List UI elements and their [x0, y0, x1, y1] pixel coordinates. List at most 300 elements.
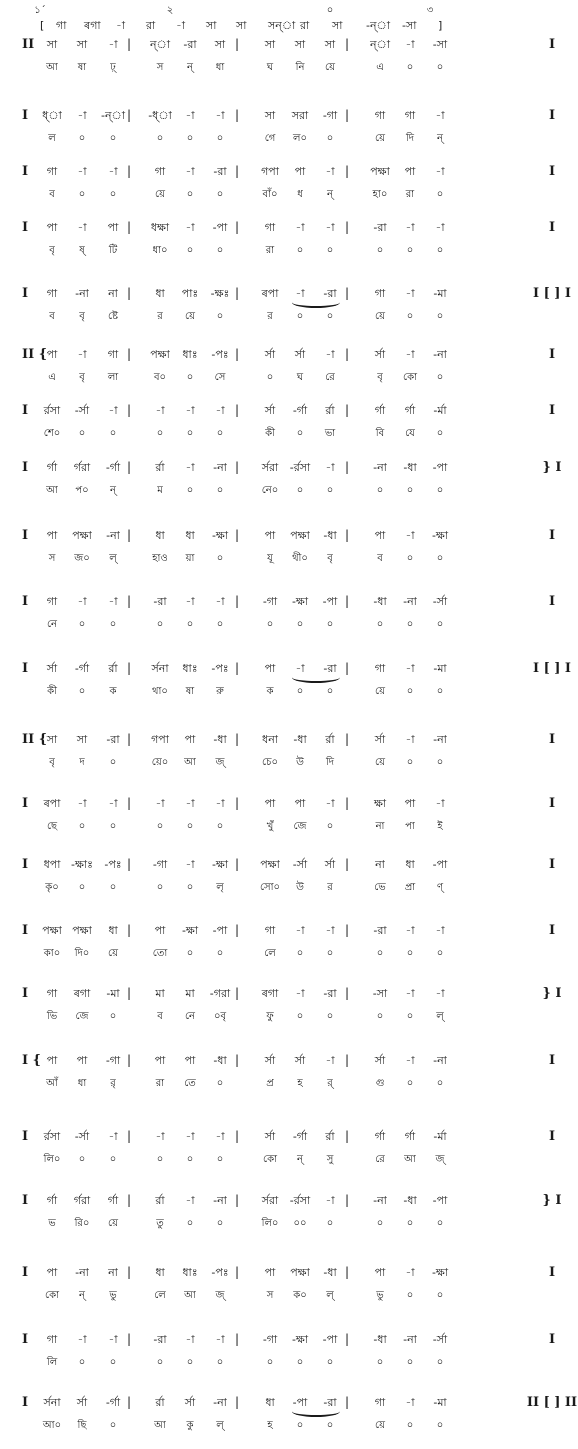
swara-note: পা — [404, 165, 416, 178]
lyric-syllable: ০ — [296, 1011, 304, 1022]
swara-note: -া — [185, 1130, 195, 1143]
lyric-syllable: ষা — [77, 62, 87, 73]
bar-line: | — [234, 37, 240, 51]
lyric-syllable: ০ — [186, 485, 194, 496]
lyric-syllable: য়ে — [325, 62, 335, 73]
lyric-syllable: ক — [266, 686, 274, 697]
swara-note: র্গরা — [73, 1194, 91, 1207]
swara-note: -ক্ষাঃ — [71, 858, 93, 871]
bar-line: | — [126, 528, 132, 542]
swara-note: -না — [433, 348, 447, 361]
swara-note: -র্সা — [74, 404, 90, 417]
lyric-syllable: প০ — [75, 485, 89, 496]
bar-line: | — [234, 108, 240, 122]
swara-note: -া — [108, 1333, 118, 1346]
swara-note: র্সরা — [261, 1194, 279, 1207]
bar-line: | — [234, 986, 240, 1000]
intro-note: গা — [56, 19, 67, 32]
lyric-syllable: ০ — [296, 948, 304, 959]
lyric-syllable: ০ — [216, 1218, 224, 1229]
lyric-syllable: ধা — [77, 1078, 87, 1089]
bar-line: | — [344, 460, 350, 474]
bar-line: | — [344, 1265, 350, 1279]
section-mark-right: I — [548, 1053, 556, 1068]
lyric-syllable: বৃ — [377, 372, 383, 383]
lyric-syllable: ০ — [78, 1154, 86, 1165]
lyric-syllable: ০ — [436, 189, 444, 200]
section-mark-left: I — [22, 1395, 29, 1410]
section-mark-left: I — [22, 164, 29, 179]
bar-line: | — [234, 1265, 240, 1279]
swara-note: -া — [405, 1396, 415, 1409]
bar-line: | — [126, 1265, 132, 1279]
lyric-syllable: ০ — [109, 757, 117, 768]
swara-note: র্রা — [108, 662, 118, 675]
bar-line: | — [234, 1193, 240, 1207]
lyric-syllable: বাঁ০ — [262, 189, 278, 200]
lyric-syllable: এ — [376, 62, 384, 73]
bar-line: | — [126, 986, 132, 1000]
lyric-syllable: ০বৃ — [213, 1011, 227, 1022]
lyric-syllable: বৃ — [49, 245, 55, 256]
lyric-syllable: গে — [264, 133, 276, 144]
lyric-syllable: টি — [108, 245, 118, 256]
bar-line: | — [344, 528, 350, 542]
swara-note: -া — [405, 1266, 415, 1279]
lyric-syllable: নে — [184, 1011, 196, 1022]
lyric-syllable: রে — [375, 1154, 385, 1165]
swara-note: পা — [107, 221, 119, 234]
swara-note: গা — [46, 165, 58, 178]
swara-note: ধপা — [43, 858, 61, 871]
swara-note: সা — [76, 38, 88, 51]
swara-note: পক্ষা — [260, 858, 280, 871]
section-mark-right: I — [548, 164, 556, 179]
lyric-syllable: আ — [46, 485, 58, 496]
lyric-syllable: ভু — [376, 1290, 384, 1301]
swara-note: -া — [325, 1054, 335, 1067]
swara-note: গা — [374, 287, 386, 300]
swara-note: পা — [154, 1054, 166, 1067]
lyric-syllable: ০ — [296, 428, 304, 439]
swara-note: র্গা — [404, 404, 416, 417]
swara-note: সা — [76, 733, 88, 746]
lyric-syllable: ০ — [216, 245, 224, 256]
swara-note: -ধা — [323, 529, 337, 542]
swara-note: -া — [435, 165, 445, 178]
swara-note: র্গা — [374, 1130, 386, 1143]
lyric-syllable: ল০ — [293, 133, 307, 144]
bar-line: | — [344, 347, 350, 361]
lyric-syllable: হাও — [152, 553, 168, 564]
bar-line: | — [126, 594, 132, 608]
lyric-syllable: গু — [375, 1078, 385, 1089]
swara-note: গা — [374, 662, 386, 675]
bar-line: | — [344, 37, 350, 51]
intro-note: রা — [146, 19, 156, 32]
swara-note: ৰপা — [43, 797, 61, 810]
lyric-syllable: ০ — [326, 619, 334, 630]
swara-note: -া — [185, 1194, 195, 1207]
bar-line: | — [344, 1193, 350, 1207]
lyric-syllable: ০ — [406, 62, 414, 73]
lyric-syllable: ০ — [296, 485, 304, 496]
section-mark-left: I — [22, 594, 29, 609]
swara-note: -রা — [323, 287, 337, 300]
bar-line: | — [126, 220, 132, 234]
swara-note: -া — [325, 348, 335, 361]
lyric-syllable: ০ — [436, 428, 444, 439]
swara-note: -ক্ষা — [291, 595, 309, 608]
lyric-syllable: ০ — [436, 1290, 444, 1301]
lyric-syllable: ০ — [186, 245, 194, 256]
intro-note: -সা — [402, 19, 417, 32]
lyric-syllable: কো — [403, 372, 417, 383]
section-mark-right: I — [548, 1265, 556, 1280]
swara-note: -র্মা — [433, 404, 447, 417]
bar-line: | — [234, 1395, 240, 1409]
swara-note: -া — [215, 797, 225, 810]
swara-note: -গা — [105, 1054, 121, 1067]
lyric-syllable: ঘ — [296, 372, 304, 383]
lyric-syllable: ০ — [376, 1357, 384, 1368]
swara-note: -পঃ — [211, 348, 229, 361]
swara-note: -না — [403, 1333, 417, 1346]
swara-note: -মা — [433, 1396, 447, 1409]
lyric-syllable: ০ — [296, 1357, 304, 1368]
swara-note: ধা — [155, 529, 165, 542]
lyric-syllable: ০ — [186, 189, 194, 200]
lyric-syllable: বৃ — [49, 757, 55, 768]
lyric-syllable: ০ — [326, 245, 334, 256]
swara-note: -র্গা — [74, 662, 90, 675]
swara-note: পা — [46, 1054, 58, 1067]
swara-note: -না — [213, 1396, 227, 1409]
swara-note: -ধা — [213, 1054, 227, 1067]
section-mark-right: I — [548, 403, 556, 418]
section-mark-left: I — [22, 1193, 29, 1208]
lyric-syllable: ০ — [78, 428, 86, 439]
lyric-syllable: ০ — [78, 619, 86, 630]
section-mark-right: I [ ] I — [532, 661, 572, 676]
lyric-syllable: য়ে — [185, 311, 195, 322]
swara-note: গা — [46, 987, 58, 1000]
lyric-syllable: য়ে — [375, 133, 385, 144]
swara-note: -ক্ষঃ — [210, 287, 230, 300]
swara-note: -ধা — [373, 595, 387, 608]
swara-note: -া — [215, 404, 225, 417]
bar-line: | — [234, 347, 240, 361]
swara-note: র্সনা — [43, 1396, 61, 1409]
section-mark-right: II [ ] II — [526, 1395, 578, 1410]
swara-note: র্গা — [46, 461, 58, 474]
swara-note: -পঃ — [104, 858, 122, 871]
swara-note: -া — [77, 348, 87, 361]
lyric-syllable: ০ — [109, 189, 117, 200]
swara-note: -ক্ষা — [181, 924, 199, 937]
lyric-syllable: উ — [296, 757, 304, 768]
lyric-syllable: তু — [156, 1218, 164, 1229]
swara-note: র্রা — [325, 1130, 335, 1143]
bar-line: | — [126, 164, 132, 178]
lyric-syllable: রি০ — [74, 1218, 90, 1229]
swara-note: -া — [77, 797, 87, 810]
lyric-syllable: ০ — [156, 1357, 164, 1368]
lyric-syllable: ০ — [216, 189, 224, 200]
lyric-syllable: সে — [214, 372, 226, 383]
swara-note: গা — [46, 1333, 58, 1346]
swara-note: -া — [108, 404, 118, 417]
swara-note: ৰগা — [261, 987, 279, 1000]
lyric-syllable: ০ — [296, 245, 304, 256]
swara-note: পা — [264, 1266, 276, 1279]
swara-note: মা — [185, 987, 195, 1000]
lyric-syllable: আ০ — [42, 1420, 62, 1431]
lyric-syllable: ০ — [186, 821, 194, 832]
lyric-syllable: ব — [49, 189, 55, 200]
lyric-syllable: কু — [186, 1420, 194, 1431]
lyric-syllable: হা০ — [372, 189, 388, 200]
swara-note: ধাঃ — [182, 348, 198, 361]
lyric-syllable: ০ — [266, 1357, 274, 1368]
swara-note: -া — [185, 109, 195, 122]
lyric-syllable: ন্ — [297, 1154, 303, 1165]
swara-note: না — [375, 858, 385, 871]
slur-mark — [292, 1406, 340, 1417]
lyric-syllable: আঁ — [46, 1078, 58, 1089]
swara-note: -া — [108, 38, 118, 51]
swara-note: -ন্া — [100, 109, 126, 122]
intro-note: সা — [332, 19, 343, 32]
swara-note: পা — [76, 1054, 88, 1067]
lyric-syllable: থা০ — [152, 686, 168, 697]
lyric-syllable: য়ে — [108, 1218, 118, 1229]
swara-note: র্রসা — [43, 1130, 61, 1143]
lyric-syllable: আ — [184, 757, 196, 768]
lyric-syllable: লা — [107, 372, 119, 383]
lyric-syllable: জ্ — [215, 1290, 225, 1301]
lyric-syllable: ব০ — [153, 372, 167, 383]
lyric-syllable: ০ — [436, 1218, 444, 1229]
lyric-syllable: য়ে — [108, 948, 118, 959]
lyric-syllable: হ — [267, 1420, 273, 1431]
swara-note: -র্গা — [105, 461, 121, 474]
swara-note: পক্ষা — [370, 165, 390, 178]
swara-note: সা — [264, 38, 276, 51]
swara-note: সা — [46, 38, 58, 51]
bar-line: | — [344, 220, 350, 234]
lyric-syllable: বৃ — [79, 311, 85, 322]
lyric-syllable: ০ — [436, 372, 444, 383]
lyric-syllable: ০ — [436, 757, 444, 768]
lyric-syllable: ছি — [77, 1420, 87, 1431]
lyric-syllable: ০ — [266, 372, 274, 383]
swara-note: -া — [405, 529, 415, 542]
swara-note: পা — [46, 221, 58, 234]
lyric-syllable: রু — [216, 686, 224, 697]
bar-line: | — [234, 857, 240, 871]
section-mark-right: I — [548, 1129, 556, 1144]
swara-note: -না — [433, 1054, 447, 1067]
bar-line: | — [234, 923, 240, 937]
bar-line: | — [234, 732, 240, 746]
swara-note: -র্গা — [105, 1396, 121, 1409]
swara-note: সা — [264, 109, 276, 122]
lyric-syllable: ম — [157, 485, 163, 496]
lyric-syllable: উ — [296, 882, 304, 893]
swara-note: পক্ষা — [72, 529, 92, 542]
swara-note: -মা — [433, 662, 447, 675]
lyric-syllable: ০ — [109, 133, 117, 144]
lyric-syllable: ০ — [109, 1357, 117, 1368]
swara-note: র্সরা — [261, 461, 279, 474]
lyric-syllable: স — [156, 62, 164, 73]
swara-note: -ধ্া — [148, 109, 172, 122]
section-mark-right: } I — [542, 986, 562, 1001]
swara-note: -া — [108, 1130, 118, 1143]
lyric-syllable: ০ — [109, 619, 117, 630]
bar-line: | — [126, 347, 132, 361]
lyric-syllable: রা — [155, 1078, 165, 1089]
swara-note: ৰগা — [73, 987, 91, 1000]
swara-note: -সা — [432, 38, 448, 51]
lyric-syllable: ০ — [109, 1154, 117, 1165]
swara-note: -র্সা — [432, 1333, 448, 1346]
lyric-syllable: ০ — [156, 882, 164, 893]
section-mark-left: II { — [22, 347, 48, 362]
slur-mark — [292, 672, 340, 683]
swara-note: -না — [373, 1194, 387, 1207]
swara-note: -র্রসা — [289, 461, 311, 474]
bar-line: | — [126, 37, 132, 51]
lyric-syllable: ভু — [109, 1290, 117, 1301]
swara-note: র্সা — [374, 348, 386, 361]
lyric-syllable: ০ — [406, 1420, 414, 1431]
lyric-syllable: ০ — [406, 485, 414, 496]
section-mark-left: I — [22, 1129, 29, 1144]
swara-note: -র্মা — [433, 1130, 447, 1143]
lyric-syllable: লি — [46, 1357, 58, 1368]
swara-note: ন্া — [369, 38, 391, 51]
lyric-syllable: লি০ — [43, 1154, 61, 1165]
swara-note: ধা — [405, 858, 415, 871]
swara-note: -ধা — [293, 733, 307, 746]
lyric-syllable: ক — [109, 686, 117, 697]
lyric-syllable: ০ — [376, 485, 384, 496]
swara-note: র্সা — [264, 1130, 276, 1143]
lyric-syllable: ০ — [186, 1357, 194, 1368]
swara-note: -া — [215, 1333, 225, 1346]
swara-note: -গরা — [209, 987, 231, 1000]
swara-note: পক্ষা — [290, 1266, 310, 1279]
lyric-syllable: ল্ — [436, 1011, 444, 1022]
swara-note: র্গা — [374, 404, 386, 417]
swara-note: র্গা — [404, 1130, 416, 1143]
swara-note: -না — [75, 287, 89, 300]
lyric-syllable: ভি — [46, 1011, 58, 1022]
intro-note: -া — [116, 19, 126, 32]
lyric-syllable: লৃ — [216, 882, 224, 893]
lyric-syllable: কো — [45, 1290, 59, 1301]
lyric-syllable: জে — [75, 1011, 89, 1022]
lyric-syllable: ০ — [156, 133, 164, 144]
lyric-syllable: ০ — [216, 1154, 224, 1165]
lyric-syllable: ০ — [436, 62, 444, 73]
lyric-syllable: ০ — [326, 948, 334, 959]
swara-note: -া — [405, 1054, 415, 1067]
swara-note: র্সা — [184, 1396, 196, 1409]
swara-note: -া — [77, 1333, 87, 1346]
swara-note: -া — [185, 797, 195, 810]
swara-note: -রা — [153, 1333, 167, 1346]
lyric-syllable: ০ — [436, 485, 444, 496]
section-mark-left: I — [22, 220, 29, 235]
swara-note: পা — [46, 1266, 58, 1279]
lyric-syllable: জে — [293, 821, 307, 832]
section-mark-left: I — [22, 108, 29, 123]
swara-note: র্রা — [155, 1396, 165, 1409]
section-mark-right: I — [548, 594, 556, 609]
lyric-syllable: দি — [325, 757, 335, 768]
bar-line: | — [234, 1053, 240, 1067]
lyric-syllable: এ — [48, 372, 56, 383]
section-mark-right: I — [548, 108, 556, 123]
swara-note: -া — [155, 404, 165, 417]
swara-note: -পঃ — [211, 662, 229, 675]
swara-note: গা — [264, 221, 276, 234]
beat-number: ০ — [326, 5, 334, 16]
swara-note: র্সনা — [151, 662, 169, 675]
lyric-syllable: য়ে — [375, 311, 385, 322]
swara-note: র্সা — [46, 662, 58, 675]
bar-line: | — [234, 286, 240, 300]
lyric-syllable: ন্ — [79, 1290, 85, 1301]
lyric-syllable: কো — [263, 1154, 277, 1165]
swara-note: -া — [185, 221, 195, 234]
swara-note: -া — [435, 221, 445, 234]
swara-note: র্সা — [294, 348, 306, 361]
swara-note: -র্সা — [432, 595, 448, 608]
lyric-syllable: ০ — [406, 553, 414, 564]
bar-line: | — [234, 528, 240, 542]
swara-note: -গা — [322, 109, 338, 122]
beat-number: ১´ — [34, 5, 46, 16]
lyric-syllable: ০ — [156, 821, 164, 832]
bar-line: | — [234, 164, 240, 178]
lyric-syllable: রা — [405, 189, 415, 200]
lyric-syllable: য়া — [185, 553, 195, 564]
lyric-syllable: ০ — [296, 311, 304, 322]
lyric-syllable: রৃ — [110, 1078, 116, 1089]
lyric-syllable: পা — [405, 821, 415, 832]
lyric-syllable: ০ — [326, 1357, 334, 1368]
swara-note: র্গা — [107, 1194, 119, 1207]
lyric-syllable: ০ — [406, 1357, 414, 1368]
lyric-syllable: ০ — [216, 133, 224, 144]
swara-note: সা — [324, 38, 336, 51]
lyric-syllable: য়ে — [375, 757, 385, 768]
lyric-syllable: ০ — [78, 133, 86, 144]
swara-note: -া — [405, 662, 415, 675]
swara-note: পা — [264, 797, 276, 810]
swara-note: -া — [77, 221, 87, 234]
bar-line: | — [234, 1332, 240, 1346]
swara-note: র্সা — [374, 1054, 386, 1067]
swara-note: -া — [185, 404, 195, 417]
lyric-syllable: ই — [437, 821, 443, 832]
swara-note: পা — [46, 348, 58, 361]
swara-note: পা — [374, 529, 386, 542]
